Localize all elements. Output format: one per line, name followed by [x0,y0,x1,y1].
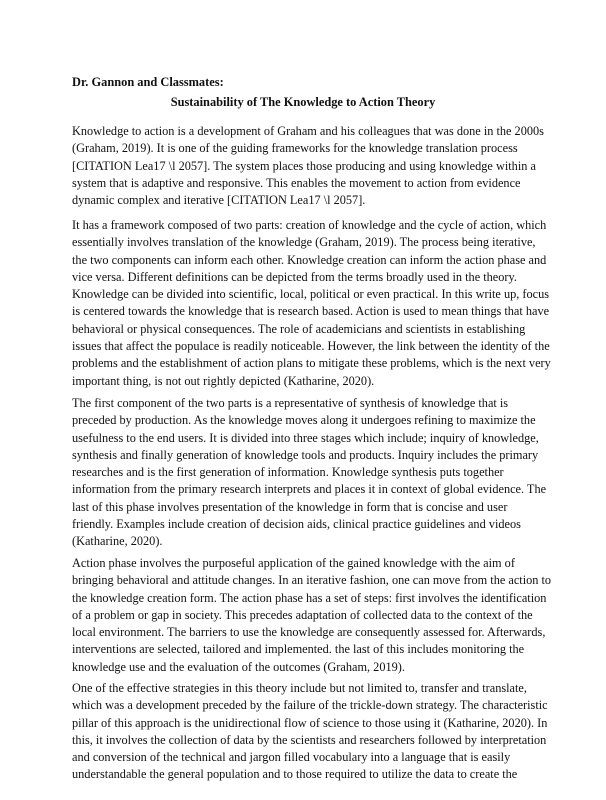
text-line: vice versa. Different definitions can be depicted from the terms broadly used in the theory. [72,269,517,284]
text-line: Action phase involves the purposeful application of the gained knowledge with the aim of [72,556,515,570]
text-line: (Graham, 2019). It is one of the guiding frameworks for the knowledge translation process [72,141,518,156]
paragraph-4 [72,555,552,676]
text-line: researches and is the first generation of information. Knowledge synthesis puts together [72,465,504,480]
text-line: is centered towards the knowledge that is research based. Action is used to mean things that have [72,304,550,319]
text-line: knowledge use and the evaluation of the outcomes (Graham, 2019). [72,659,405,674]
text-line: usefulness to the end users. It is divided into three stages which include; inquiry of knowledge, [72,430,539,445]
text-line: this, it involves the collection of data by the scientists and researchers followed by interpretation [72,732,547,747]
text-line: bringing behavioral and attitude changes. In an iterative fashion, one can move from the action to [72,573,552,588]
text-line: which was a development preceded by the failure of the trickle-down strategy. The characteristic [72,698,548,713]
salutation: Dr. Gannon and Classmates: [72,75,224,89]
text-line: essentially involves translation of the knowledge (Graham, 2019). The process being iterative, [72,235,536,250]
text-line: of a problem or gap in society. This precedes adaptation of collected data to the context of the [72,607,533,622]
text-line: and conversion of the technical and jargon filled vocabulary into a language that is easily [72,750,511,765]
text-line: issues that affect the populace is readily noticeable. However, the link between the identity of the [72,339,550,354]
text-line: Knowledge can be divided into scientific, local, political or even practical. In this write up, focus [72,287,550,302]
text-line: problems and the establishment of action plans to mitigate these problems, which is the next very [72,356,551,371]
paragraph-5 [72,680,548,784]
text-line: preceded by production. As the knowledge moves along it undergoes refining to maximize the [72,413,536,428]
text-line: the two components can inform each other. Knowledge creation can inform the action phase and [72,252,547,267]
text-line: dynamic complex and iterative [CITATION Lea17 \l 2057]. [72,193,366,208]
paragraph-2 [72,217,551,390]
text-line: behavioral or physical consequences. The role of academicians and scientists in establishing [72,321,526,336]
paragraph-1 [72,123,544,209]
text-line: information from the primary research interprets and places it in context of global evidence. The [72,482,547,497]
text-line: understandable the general population and to those required to utilize the data to create the [72,767,518,782]
text-line: friendly. Examples include creation of decision aids, clinical practice guidelines and videos [72,517,521,532]
text-line: The first component of the two parts is a representative of synthesis of knowledge that is [72,396,509,410]
text-line: Knowledge to action is a development of Graham and his colleagues that was done in the 2000s [72,124,544,138]
text-line: interventions are selected, tailored and implemented. the last of this includes monitoring the [72,642,525,657]
text-line: important thing, is not out rightly depicted (Katharine, 2020). [72,373,375,388]
text-line: synthesis and finally generation of knowledge tools and products. Inquiry includes the primary [72,447,539,462]
text-line: pillar of this approach is the unidirectional flow of science to those using it (Katharine, 2020). In [72,715,548,730]
text-line: system that is adaptive and responsive. This enables the movement to action from evidence [72,175,521,190]
text-line: local environment. The barriers to use the knowledge are consequently assessed for. Afterwards, [72,625,546,640]
paragraph-3 [72,395,547,551]
text-line: [CITATION Lea17 \l 2057]. The system places those producing and using knowledge within a [72,158,536,173]
document-title: Sustainability of The Knowledge to Action Theory [170,95,436,109]
text-line: the knowledge creation form. The action phase has a set of steps: first involves the identification [72,590,547,605]
text-line: (Katharine, 2020). [72,534,163,549]
text-line: It has a framework composed of two parts: creation of knowledge and the cycle of action, which [72,218,547,232]
text-line: One of the effective strategies in this theory include but not limited to, transfer and translate, [72,681,527,695]
text-line: last of this phase involves presentation of the knowledge in form that is concise and user [72,499,508,514]
